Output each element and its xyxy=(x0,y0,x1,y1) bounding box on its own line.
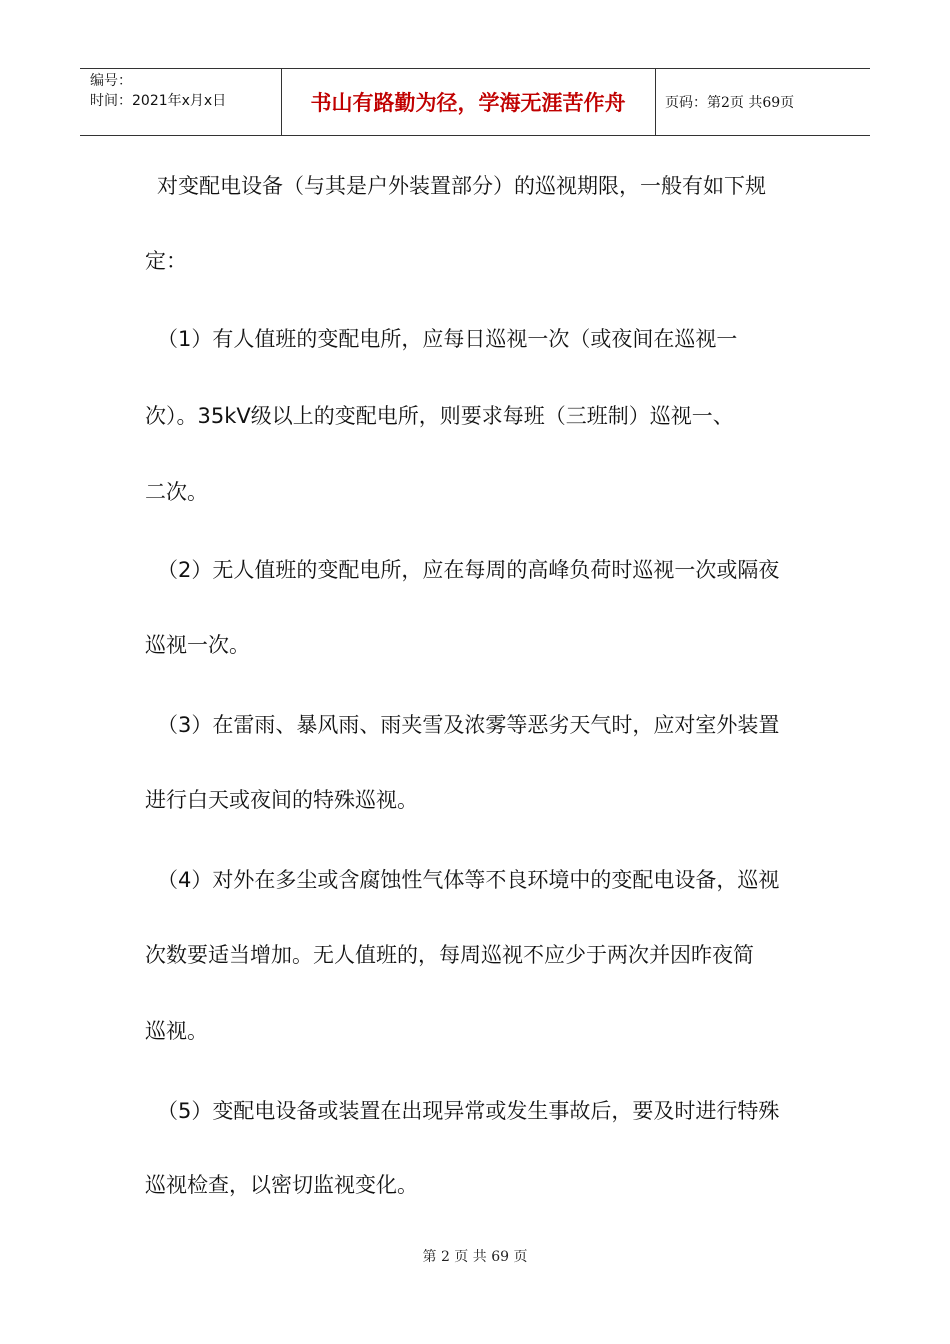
header-page-cell xyxy=(655,69,870,135)
body-line: （3）在雷雨、暴风雨、雨夹雪及浓雾等恶劣天气时，应对室外装置 xyxy=(157,713,780,737)
body-line: 对变配电设备（与其是户外装置部分）的巡视期限，一般有如下规 xyxy=(157,174,766,198)
body-line: （5）变配电设备或装置在出现异常或发生事故后，要及时进行特殊 xyxy=(157,1099,780,1123)
body-line: 巡视一次。 xyxy=(145,633,250,657)
body-line: 巡视。 xyxy=(145,1019,208,1043)
body-line: 次数要适当增加。无人值班的，每周巡视不应少于两次并因昨夜简 xyxy=(145,943,754,967)
document-number-label: 编号： xyxy=(90,73,132,89)
header-motto: 书山有路勤为径，学海无涯苦作舟 xyxy=(310,90,626,115)
body-line: 二次。 xyxy=(145,480,208,504)
header-meta-cell xyxy=(80,69,282,135)
header-page-info: 页码：第2页 共69页 xyxy=(665,95,795,111)
body-line: （2）无人值班的变配电所，应在每周的高峰负荷时巡视一次或隔夜 xyxy=(157,558,780,582)
header-motto-cell xyxy=(281,69,656,135)
body-line: 定： xyxy=(145,249,187,273)
document-header xyxy=(80,68,870,136)
body-line: （1）有人值班的变配电所，应每日巡视一次（或夜间在巡视一 xyxy=(157,327,738,351)
page-footer: 第 2 页 共 69 页 xyxy=(422,1249,528,1265)
body-line: 次）。35kV级以上的变配电所，则要求每班（三班制）巡视一、 xyxy=(145,404,734,428)
document-date-label: 时间：2021年x月x日 xyxy=(90,93,227,109)
body-line: 巡视检查，以密切监视变化。 xyxy=(145,1173,418,1197)
body-line: 进行白天或夜间的特殊巡视。 xyxy=(145,788,418,812)
body-line: （4）对外在多尘或含腐蚀性气体等不良环境中的变配电设备，巡视 xyxy=(157,868,780,892)
